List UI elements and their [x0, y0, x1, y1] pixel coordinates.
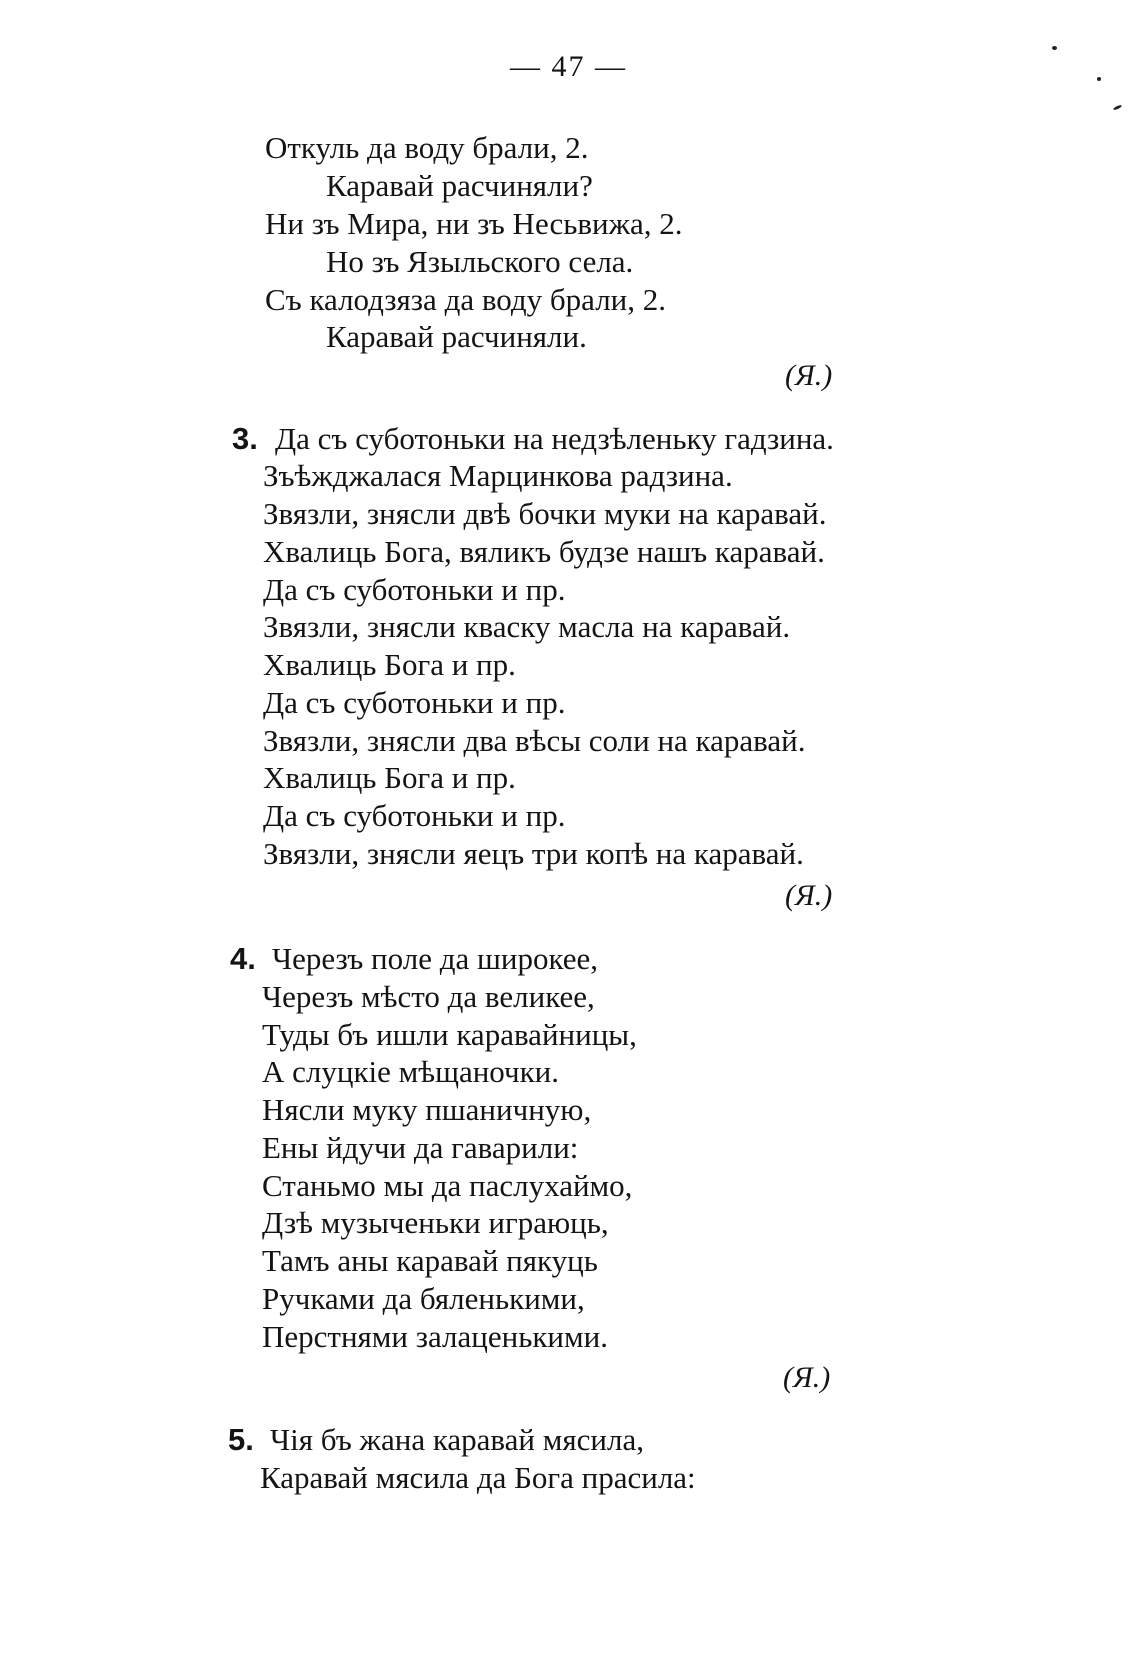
verse-line: Черезъ поле да широкее, — [272, 941, 598, 976]
verse-line: Каравай расчиняли. — [326, 319, 587, 354]
attribution: (Я.) — [785, 359, 833, 392]
verse-line: Съ калодзяза да воду брали, 2. — [265, 282, 667, 317]
scan-speck — [1097, 77, 1101, 81]
verse-line: Зъѣжджалася Марцинкова радзина. — [263, 458, 733, 493]
verse-line: Хвалиць Бога, вяликъ будзе нашъ каравай. — [263, 534, 825, 569]
verse-line: Дзѣ музыченьки играюць, — [262, 1205, 609, 1240]
verse-line: Перстнями залаценькими. — [262, 1319, 608, 1354]
verse-line: Каравай мясила да Бога прасила: — [260, 1460, 696, 1495]
attribution: (Я.) — [783, 1361, 831, 1394]
scan-speck — [1113, 104, 1122, 111]
verse-line: Ни зъ Мира, ни зъ Несьвижа, 2. — [265, 206, 683, 241]
verse-line: Звязли, знясли два вѣсы соли на каравай. — [263, 723, 806, 758]
verse-line: Каравай расчиняли? — [326, 168, 593, 203]
verse-line: Хвалиць Бога и пр. — [263, 647, 516, 682]
verse-line: Да съ суботоньки и пр. — [263, 572, 566, 607]
verse-line: Да съ суботоньки и пр. — [263, 685, 566, 720]
song-number: 3. — [232, 421, 258, 456]
verse-line: Ены йдучи да гаварили: — [262, 1130, 579, 1165]
verse-line: Туды бъ ишли каравайницы, — [262, 1017, 637, 1052]
verse-line: Тамъ аны каравай пякуць — [262, 1243, 598, 1278]
verse-line: Звязли, знясли кваску масла на каравай. — [263, 609, 791, 644]
verse-line: Хвалиць Бога и пр. — [263, 760, 516, 795]
verse-line: Да съ суботоньки и пр. — [263, 798, 566, 833]
scan-speck — [1052, 46, 1057, 50]
verse-line: Ручками да бяленькими, — [262, 1281, 585, 1316]
verse-line: Звязли, знясли яецъ три копѣ на каравай. — [263, 836, 804, 871]
verse-line: А слуцкіе мѣщаночки. — [262, 1054, 559, 1089]
song-number: 4. — [230, 941, 256, 976]
verse-line: Чія бъ жана каравай мясила, — [270, 1422, 644, 1457]
verse-line: Звязли, знясли двѣ бочки муки на каравай. — [263, 496, 827, 531]
verse-line: Откуль да воду брали, 2. — [265, 130, 589, 165]
page-number: — 47 — — [510, 50, 627, 83]
verse-line: Черезъ мѣсто да великее, — [262, 979, 595, 1014]
verse-line: Станьмо мы да паслухаймо, — [262, 1168, 633, 1203]
attribution: (Я.) — [785, 879, 833, 912]
verse-line: Но зъ Языльского села. — [326, 244, 634, 279]
verse-line: Нясли муку пшаничную, — [262, 1092, 592, 1127]
song-number: 5. — [228, 1422, 254, 1457]
verse-line: Да съ суботоньки на недзѣленьку гадзина. — [275, 421, 834, 456]
